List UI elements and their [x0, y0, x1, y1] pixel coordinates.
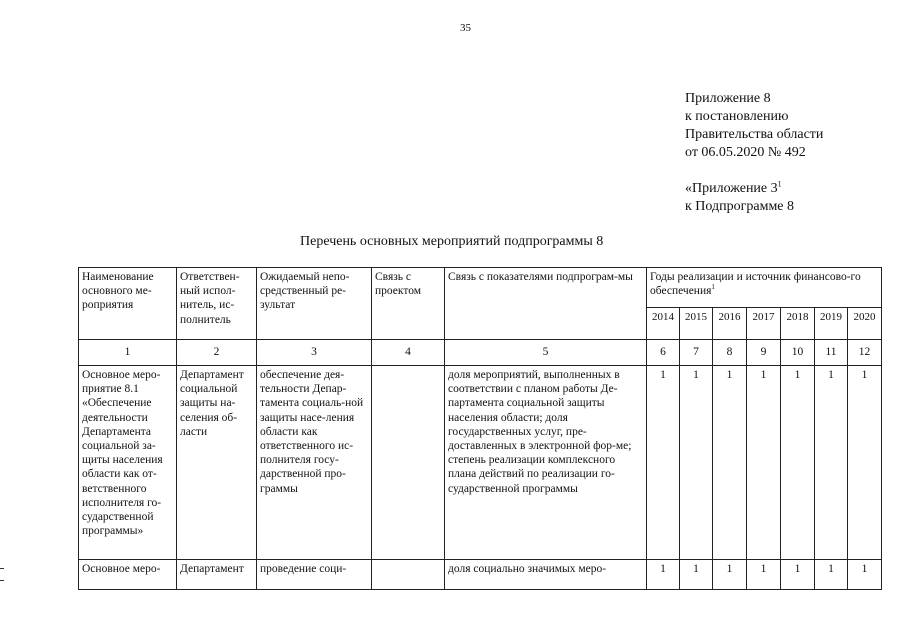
document-title: Перечень основных мероприятий подпрограммы 8 — [300, 234, 604, 249]
measure-name: Основное меро-приятие 8.1 «Обеспечение деятельности Департамента социальной за-щиты населения области как от-ветственного исполнителя го-сударственной программы» — [79, 366, 177, 560]
measure-result: проведение соци- — [257, 560, 372, 590]
year-value: 1 — [815, 560, 848, 590]
appendix-block — [685, 90, 823, 162]
appendix-block-2 — [685, 180, 794, 216]
column-number: 8 — [713, 340, 747, 366]
year-value: 1 — [747, 560, 781, 590]
appendix-line: Приложение 8 — [685, 91, 771, 106]
year-header: 2019 — [815, 308, 848, 340]
measure-responsible: Департамент — [177, 560, 257, 590]
year-header: 2018 — [781, 308, 815, 340]
year-value: 1 — [713, 366, 747, 560]
year-value: 1 — [680, 560, 713, 590]
appendix-line: от 06.05.2020 № 492 — [685, 145, 806, 160]
measure-indicators: доля социально значимых меро- — [445, 560, 647, 590]
header-row — [79, 268, 882, 308]
year-header: 2017 — [747, 308, 781, 340]
appendix-line: к постановлению — [685, 109, 789, 124]
column-number: 12 — [848, 340, 882, 366]
header-responsible: Ответствен-ный испол-нитель, ис-полнитель — [177, 268, 257, 340]
year-value: 1 — [647, 560, 680, 590]
column-number: 4 — [372, 340, 445, 366]
measure-result: обеспечение дея-тельности Депар-тамента социаль-ной защиты насе-ления области как ответственного ис-полнителя госу-дарственной про-граммы — [257, 366, 372, 560]
measure-name: Основное меро- — [79, 560, 177, 590]
footnote-mark: 1 — [777, 179, 782, 189]
year-header: 2020 — [848, 308, 882, 340]
header-project: Связь с проектом — [372, 268, 445, 340]
measure-responsible: Департамент социальной защиты на-селения об-ласти — [177, 366, 257, 560]
year-header: 2014 — [647, 308, 680, 340]
header-result: Ожидаемый непо-средственный ре-зультат — [257, 268, 372, 340]
column-numbers-row — [79, 340, 882, 366]
measures-table — [78, 267, 882, 590]
table-row — [79, 560, 882, 590]
appendix-line: к Подпрограмме 8 — [685, 199, 795, 214]
year-value: 1 — [815, 366, 848, 560]
header-years-group: Годы реализации и источник финансово-го обеспечения$^1$ — [647, 268, 882, 308]
column-number: 5 — [445, 340, 647, 366]
column-number: 3 — [257, 340, 372, 366]
edge-mark — [0, 580, 4, 581]
appendix-line: «Приложение $3^1$ — [685, 179, 782, 196]
footnote-mark: 1 — [711, 283, 715, 292]
header-name: Наименование основного ме-роприятия — [79, 268, 177, 340]
year-value: 1 — [647, 366, 680, 560]
edge-mark — [0, 568, 4, 569]
column-number: 7 — [680, 340, 713, 366]
appendix-line: Правительства области — [685, 127, 824, 142]
measure-project — [372, 366, 445, 560]
measure-project — [372, 560, 445, 590]
column-number: 10 — [781, 340, 815, 366]
header-indicators: Связь с показателями подпрограм-мы — [445, 268, 647, 340]
page-number: 35 — [460, 22, 471, 34]
column-number: 1 — [79, 340, 177, 366]
column-number: 9 — [747, 340, 781, 366]
year-value: 1 — [781, 366, 815, 560]
column-number: 11 — [815, 340, 848, 366]
year-value: 1 — [848, 560, 882, 590]
year-value: 1 — [781, 560, 815, 590]
column-number: 6 — [647, 340, 680, 366]
year-value: 1 — [713, 560, 747, 590]
year-header: 2015 — [680, 308, 713, 340]
table-row — [79, 366, 882, 560]
measure-indicators: доля мероприятий, выполненных в соответствии с планом работы Де-партамента социальной защиты населения области; доля государственных услуг, пре-доставленных в электронной фор-ме; степень реализации комплексного плана действий по реализации го-сударственной программы — [445, 366, 647, 560]
year-value: 1 — [680, 366, 713, 560]
year-value: 1 — [747, 366, 781, 560]
column-number: 2 — [177, 340, 257, 366]
year-header: 2016 — [713, 308, 747, 340]
year-value: 1 — [848, 366, 882, 560]
